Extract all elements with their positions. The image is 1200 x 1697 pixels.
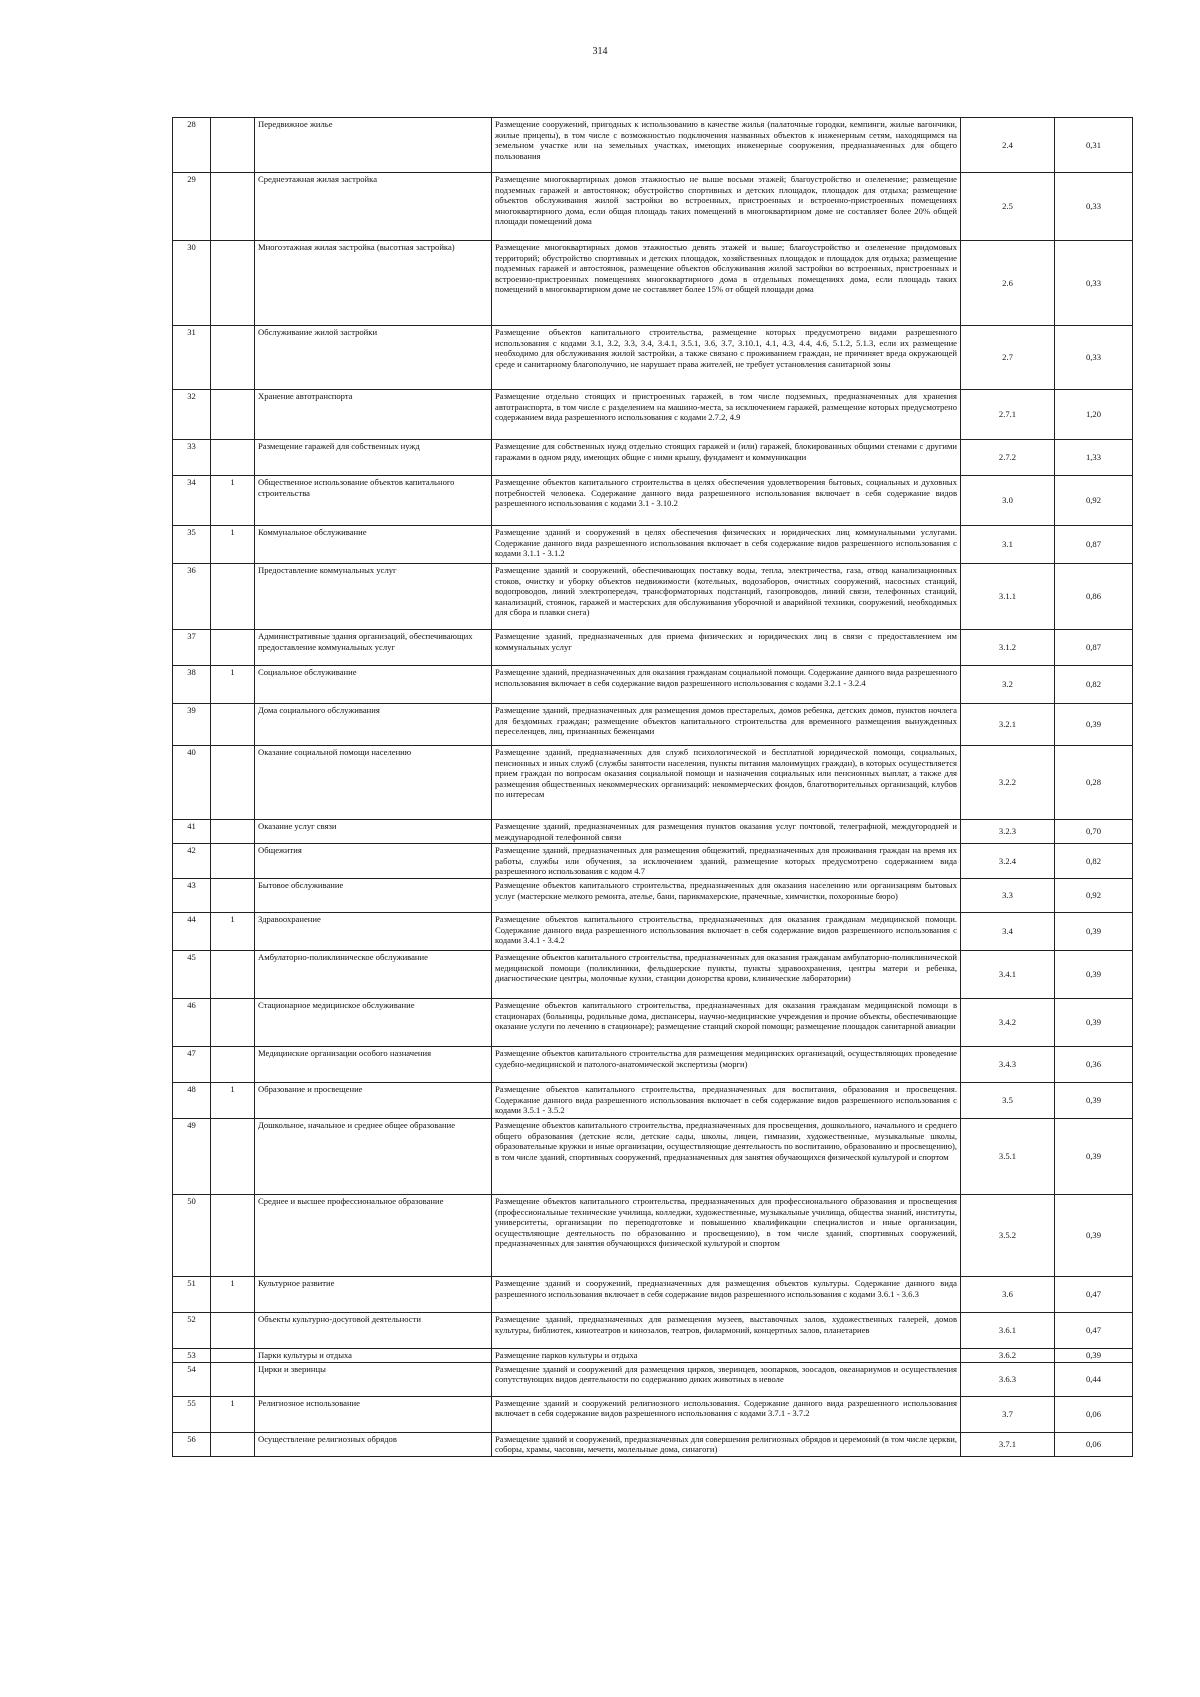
row-number: 34 [173,476,211,526]
land-use-code: 3.2.4 [961,844,1055,879]
land-use-description: Размещение зданий, предназначенных для размещения пунктов оказания услуг почтовой, телеграфной, междугородней и международной телефонной связи [492,820,961,844]
land-use-code: 3.6.1 [961,1312,1055,1348]
page-number: 314 [592,46,608,57]
row-level-marker [211,1348,255,1362]
land-use-name: Оказание социальной помощи населению [255,746,492,820]
row-number: 38 [173,666,211,704]
land-use-description: Размещение парков культуры и отдыха [492,1348,961,1362]
table-row [173,1432,1133,1456]
coefficient-value: 0,39 [1055,950,1133,998]
land-use-code: 3.6.3 [961,1362,1055,1396]
row-level-marker [211,390,255,440]
land-use-description: Размещение зданий и сооружений, предназначенных для совершения религиозных обрядов и церемоний (в том числе церкви, соборы, храмы, часовни, мечети, молельные дома, синагоги) [492,1432,961,1456]
row-level-marker [211,820,255,844]
land-use-name: Культурное развитие [255,1276,492,1312]
land-use-name: Среднее и высшее профессиональное образование [255,1194,492,1276]
coefficient-value: 0,39 [1055,704,1133,746]
row-level-marker: 1 [211,666,255,704]
land-use-code: 3.1 [961,526,1055,564]
row-level-marker: 1 [211,1276,255,1312]
land-use-code: 3.2.2 [961,746,1055,820]
table-row [173,1276,1133,1312]
land-use-code: 3.1.1 [961,564,1055,630]
land-use-description: Размещение сооружений, пригодных к использованию в качестве жилья (палаточные городки, кемпинги, жилые вагончики, жилые прицепы), в том числе с возможностью подключения названных объектов к инженерным сетям, находящимся на земельном участке или на земельных участках, имеющих инженерные сооружения, предназначенных для общего пользования [492,118,961,173]
table-row [173,704,1133,746]
land-use-name: Размещение гаражей для собственных нужд [255,440,492,476]
coefficient-value: 0,39 [1055,912,1133,950]
coefficient-value: 0,92 [1055,476,1133,526]
land-use-description: Размещение зданий, предназначенных для оказания гражданам социальной помощи. Содержание данного вида разрешенного использования включает в себя содержание видов разрешенного использования с кодами 3.2.1 - 3.2.4 [492,666,961,704]
row-number: 28 [173,118,211,173]
land-use-table [172,117,1133,1457]
row-number: 32 [173,390,211,440]
land-use-code: 3.2 [961,666,1055,704]
coefficient-value: 0,92 [1055,878,1133,912]
row-number: 41 [173,820,211,844]
row-level-marker [211,1432,255,1456]
land-use-code: 3.3 [961,878,1055,912]
coefficient-value: 0,33 [1055,173,1133,241]
row-number: 54 [173,1362,211,1396]
land-use-code: 3.4.3 [961,1046,1055,1082]
row-level-marker [211,241,255,326]
row-number: 47 [173,1046,211,1082]
row-level-marker [211,1362,255,1396]
row-number: 45 [173,950,211,998]
land-use-description: Размещение объектов капитального строительства, предназначенных для оказания населению или организациям бытовых услуг (мастерские мелкого ремонта, ателье, бани, парикмахерские, прачечные, химчистки, похоронные бюро) [492,878,961,912]
row-number: 55 [173,1396,211,1432]
row-number: 33 [173,440,211,476]
row-number: 36 [173,564,211,630]
land-use-description: Размещение объектов капитального строительства в целях обеспечения удовлетворения бытовых, социальных и духовных потребностей человека. Содержание данного вида разрешенного использования включает в себя содержание видов разрешенного использования с кодами 3.1 - 3.10.2 [492,476,961,526]
land-use-code: 2.5 [961,173,1055,241]
land-use-description: Размещение зданий, предназначенных для размещения музеев, выставочных залов, художественных галерей, домов культуры, библиотек, кинотеатров и кинозалов, театров, филармоний, концертных залов, планетариев [492,1312,961,1348]
land-use-name: Среднеэтажная жилая застройка [255,173,492,241]
land-use-description: Размещение объектов капитального строительства, предназначенных для оказания гражданам медицинской помощи. Содержание данного вида разрешенного использования включает в себя содержание видов разрешенного использования с кодами 3.4.1 - 3.4.2 [492,912,961,950]
coefficient-value: 0,33 [1055,241,1133,326]
table-row [173,440,1133,476]
land-use-name: Передвижное жилье [255,118,492,173]
coefficient-value: 0,47 [1055,1312,1133,1348]
table-row [173,326,1133,390]
land-use-code: 3.0 [961,476,1055,526]
row-level-marker [211,1118,255,1194]
land-use-description: Размещение зданий и сооружений для размещения цирков, зверинцев, зоопарков, зоосадов, океанариумов и осуществления сопутствующих видов деятельности по содержанию диких животных в неволе [492,1362,961,1396]
land-use-code: 2.7 [961,326,1055,390]
land-use-name: Религиозное использование [255,1396,492,1432]
table-row [173,1348,1133,1362]
table-row [173,912,1133,950]
table-row [173,390,1133,440]
row-level-marker [211,440,255,476]
land-use-name: Дошкольное, начальное и среднее общее образование [255,1118,492,1194]
coefficient-value: 0,82 [1055,666,1133,704]
table-row [173,118,1133,173]
land-use-code: 3.7.1 [961,1432,1055,1456]
land-use-name: Общественное использование объектов капитального строительства [255,476,492,526]
row-number: 37 [173,630,211,666]
land-use-name: Хранение автотранспорта [255,390,492,440]
row-number: 30 [173,241,211,326]
coefficient-value: 0,87 [1055,630,1133,666]
row-level-marker [211,1194,255,1276]
land-use-description: Размещение объектов капитального строительства, предназначенных для профессионального образования и просвещения (профессиональные технические училища, колледжи, художественные, музыкальные училища, общества знаний, институты, университеты, организации по переподготовке и повышению квалификации специалистов и иные организации, осуществляющие деятельность по образованию и просвещению), в том числе зданий, спортивных сооружений, предназначенных для занятия обучающихся физической культурой и спортом [492,1194,961,1276]
row-level-marker [211,118,255,173]
row-level-marker [211,746,255,820]
land-use-name: Образование и просвещение [255,1082,492,1118]
row-level-marker: 1 [211,1082,255,1118]
coefficient-value: 0,06 [1055,1396,1133,1432]
land-use-description: Размещение объектов капитального строительства, предназначенных для оказания гражданам медицинской помощи в стационарах (больницы, родильные дома, диспансеры, научно-медицинские учреждения и прочие объекты, обеспечивающие оказание услуги по лечению в стационаре); размещение станций скорой помощи; размещение площадок санитарной авиации [492,998,961,1046]
land-use-name: Административные здания организаций, обеспечивающих предоставление коммунальных услуг [255,630,492,666]
land-use-name: Общежития [255,844,492,879]
row-level-marker [211,564,255,630]
table-row [173,746,1133,820]
land-use-code: 3.4.2 [961,998,1055,1046]
table-row [173,820,1133,844]
land-use-name: Социальное обслуживание [255,666,492,704]
land-use-description: Размещение многоквартирных домов этажностью девять этажей и выше; благоустройство и озеленение придомовых территорий; обустройство спортивных и детских площадок, хозяйственных площадок и площадок для отдыха; размещение подземных гаражей и автостоянок, размещение объектов обслуживания жилой застройки во встроенных, пристроенных и встроенно-пристроенных помещениях многоквартирного дома в отдельных помещениях дома, если площадь таких помещений в многоквартирном доме не составляет более 15% от общей площади дома [492,241,961,326]
row-level-marker [211,704,255,746]
row-level-marker: 1 [211,912,255,950]
land-use-code: 3.1.2 [961,630,1055,666]
land-use-name: Медицинские организации особого назначения [255,1046,492,1082]
coefficient-value: 0,28 [1055,746,1133,820]
row-number: 43 [173,878,211,912]
land-use-description: Размещение объектов капитального строительства, размещение которых предусмотрено видами разрешенного использования с кодами 3.1, 3.2, 3.3, 3.4, 3.4.1, 3.5.1, 3.6, 3.7, 3.10.1, 4.1, 4.3, 4.4, 4.6, 5.1.2, 5.1.3, если их размещение необходимо для обслуживания жилой застройки, а также связано с проживанием граждан, не причиняет вреда окружающей среде и санитарному благополучию, не нарушает права жителей, не требует установления санитарной зоны [492,326,961,390]
land-use-code: 2.6 [961,241,1055,326]
table-row [173,844,1133,879]
table-row [173,476,1133,526]
coefficient-value: 0,33 [1055,326,1133,390]
land-use-code: 3.5.2 [961,1194,1055,1276]
land-use-description: Размещение объектов капитального строительства, предназначенных для просвещения, дошкольного, начального и среднего общего образования (детские ясли, детские сады, школы, лицеи, гимназии, художественные, музыкальные школы, образовательные кружки и иные организации, осуществляющие деятельность по воспитанию, образованию и просвещению), в том числе зданий, спортивных сооружений, предназначенных для занятия обучающихся физической культурой и спортом [492,1118,961,1194]
table-row [173,241,1133,326]
row-number: 35 [173,526,211,564]
land-use-name: Стационарное медицинское обслуживание [255,998,492,1046]
coefficient-value: 0,44 [1055,1362,1133,1396]
land-use-name: Предоставление коммунальных услуг [255,564,492,630]
land-use-code: 3.7 [961,1396,1055,1432]
table-row [173,1118,1133,1194]
land-use-code: 3.4 [961,912,1055,950]
table-row [173,878,1133,912]
land-use-name: Парки культуры и отдыха [255,1348,492,1362]
coefficient-value: 1,20 [1055,390,1133,440]
row-number: 40 [173,746,211,820]
land-use-name: Цирки и зверинцы [255,1362,492,1396]
land-use-description: Размещение зданий, предназначенных для приема физических и юридических лиц в связи с предоставлением им коммунальных услуг [492,630,961,666]
land-use-description: Размещение зданий, предназначенных для размещения домов престарелых, домов ребенка, детских домов, пунктов ночлега для бездомных граждан; размещение объектов капитального строительства для временного размещения вынужденных переселенцев, лиц, признанных беженцами [492,704,961,746]
row-number: 46 [173,998,211,1046]
row-number: 42 [173,844,211,879]
row-number: 29 [173,173,211,241]
coefficient-value: 0,39 [1055,1348,1133,1362]
row-level-marker [211,998,255,1046]
land-use-description: Размещение зданий и сооружений религиозного использования. Содержание данного вида разрешенного использования включает в себя содержание видов разрешенного использования с кодами 3.7.1 - 3.7.2 [492,1396,961,1432]
land-use-code: 2.4 [961,118,1055,173]
coefficient-value: 0,06 [1055,1432,1133,1456]
row-number: 31 [173,326,211,390]
land-use-description: Размещение отдельно стоящих и пристроенных гаражей, в том числе подземных, предназначенных для хранения автотранспорта, в том числе с разделением на машино-места, за исключением гаражей, размещение которых предусмотрено содержанием вида разрешенного использования с кодами 2.7.2, 4.9 [492,390,961,440]
land-use-code: 3.5 [961,1082,1055,1118]
row-number: 49 [173,1118,211,1194]
land-use-description: Размещение объектов капитального строительства для размещения медицинских организаций, осуществляющих проведение судебно-медицинской и патолого-анатомической экспертизы (морги) [492,1046,961,1082]
land-use-description: Размещение зданий и сооружений в целях обеспечения физических и юридических лиц коммунальными услугами. Содержание данного вида разрешенного использования включает в себя содержание видов разрешенного использования с кодами 3.1.1 - 3.1.2 [492,526,961,564]
table-row [173,1362,1133,1396]
coefficient-value: 0,87 [1055,526,1133,564]
row-number: 50 [173,1194,211,1276]
land-use-description: Размещение многоквартирных домов этажностью не выше восьми этажей; благоустройство и озеленение; размещение подземных гаражей и автостоянок; обустройство спортивных и детских площадок, площадок для отдыха; размещение объектов обслуживания жилой застройки во встроенных, пристроенных и встроенно-пристроенных помещениях многоквартирного дома, если общая площадь таких помещений в многоквартирном доме не составляет более 20% общей площади помещений дома [492,173,961,241]
table-row [173,1046,1133,1082]
table-row [173,526,1133,564]
row-level-marker [211,878,255,912]
row-level-marker [211,630,255,666]
land-use-name: Обслуживание жилой застройки [255,326,492,390]
land-use-description: Размещение зданий и сооружений, обеспечивающих поставку воды, тепла, электричества, газа, отвод канализационных стоков, очистку и уборку объектов недвижимости (котельных, водозаборов, очистных сооружений, насосных станций, водопроводов, линий электропередач, трансформаторных подстанций, газопроводов, линий связи, телефонных станций, канализаций, стоянок, гаражей и мастерских для обслуживания уборочной и аварийной техники, сооружений, необходимых для сбора и плавки снега) [492,564,961,630]
land-use-name: Дома социального обслуживания [255,704,492,746]
row-number: 39 [173,704,211,746]
land-use-name: Коммунальное обслуживание [255,526,492,564]
land-use-code: 3.4.1 [961,950,1055,998]
land-use-code: 3.2.3 [961,820,1055,844]
land-use-name: Объекты культурно-досуговой деятельности [255,1312,492,1348]
row-level-marker [211,844,255,879]
land-use-description: Размещение для собственных нужд отдельно стоящих гаражей и (или) гаражей, блокированных общими стенами с другими гаражами в одном ряду, имеющих общие с ними крышу, фундамент и коммуникации [492,440,961,476]
coefficient-value: 0,39 [1055,1118,1133,1194]
land-use-name: Осуществление религиозных обрядов [255,1432,492,1456]
row-level-marker: 1 [211,476,255,526]
coefficient-value: 0,39 [1055,1082,1133,1118]
coefficient-value: 0,39 [1055,1194,1133,1276]
row-level-marker: 1 [211,526,255,564]
table-row [173,173,1133,241]
table-row [173,950,1133,998]
table-row [173,630,1133,666]
table-row [173,998,1133,1046]
land-use-name: Многоэтажная жилая застройка (высотная застройка) [255,241,492,326]
land-use-code: 3.6 [961,1276,1055,1312]
land-use-code: 3.6.2 [961,1348,1055,1362]
row-level-marker [211,950,255,998]
land-use-code: 3.2.1 [961,704,1055,746]
land-use-description: Размещение зданий, предназначенных для служб психологической и бесплатной юридической помощи, социальных, пенсионных и иных служб (службы занятости населения, пункты питания малоимущих граждан), в которых осуществляется прием граждан по вопросам оказания социальной помощи и назначения социальных или пенсионных выплат, а также для размещения общественных некоммерческих организаций: некоммерческих фондов, благотворительных организаций, клубов по интересам [492,746,961,820]
land-use-description: Размещение объектов капитального строительства, предназначенных для воспитания, образования и просвещения. Содержание данного вида разрешенного использования включает в себя содержание видов разрешенного использования с кодами 3.5.1 - 3.5.2 [492,1082,961,1118]
land-use-code: 2.7.2 [961,440,1055,476]
land-use-description: Размещение зданий и сооружений, предназначенных для размещения объектов культуры. Содержание данного вида разрешенного использования включает в себя содержание видов разрешенного использования с кодами 3.6.1 - 3.6.3 [492,1276,961,1312]
row-number: 48 [173,1082,211,1118]
coefficient-value: 0,31 [1055,118,1133,173]
land-use-description: Размещение объектов капитального строительства, предназначенных для оказания гражданам амбулаторно-поликлинической медицинской помощи (поликлиники, фельдшерские пункты, пункты здравоохранения, центры матери и ребенка, диагностические центры, молочные кухни, станции донорства крови, клинические лаборатории) [492,950,961,998]
land-use-name: Амбулаторно-поликлиническое обслуживание [255,950,492,998]
row-level-marker [211,326,255,390]
land-use-name: Оказание услуг связи [255,820,492,844]
land-use-code: 3.5.1 [961,1118,1055,1194]
coefficient-value: 0,39 [1055,998,1133,1046]
row-number: 44 [173,912,211,950]
land-use-description: Размещение зданий, предназначенных для размещения общежитий, предназначенных для проживания граждан на время их работы, службы или обучения, за исключением зданий, размещение которых предусмотрено содержанием вида разрешенного использования с кодом 4.7 [492,844,961,879]
row-number: 52 [173,1312,211,1348]
row-number: 56 [173,1432,211,1456]
row-level-marker [211,173,255,241]
table-row [173,564,1133,630]
row-level-marker [211,1046,255,1082]
table-row [173,666,1133,704]
coefficient-value: 0,82 [1055,844,1133,879]
land-use-name: Бытовое обслуживание [255,878,492,912]
land-use-name: Здравоохранение [255,912,492,950]
table-row [173,1312,1133,1348]
row-number: 51 [173,1276,211,1312]
land-use-code: 2.7.1 [961,390,1055,440]
coefficient-value: 0,86 [1055,564,1133,630]
row-level-marker [211,1312,255,1348]
row-level-marker: 1 [211,1396,255,1432]
coefficient-value: 0,36 [1055,1046,1133,1082]
coefficient-value: 1,33 [1055,440,1133,476]
coefficient-value: 0,70 [1055,820,1133,844]
coefficient-value: 0,47 [1055,1276,1133,1312]
table-row [173,1194,1133,1276]
row-number: 53 [173,1348,211,1362]
table-row [173,1082,1133,1118]
table-row [173,1396,1133,1432]
